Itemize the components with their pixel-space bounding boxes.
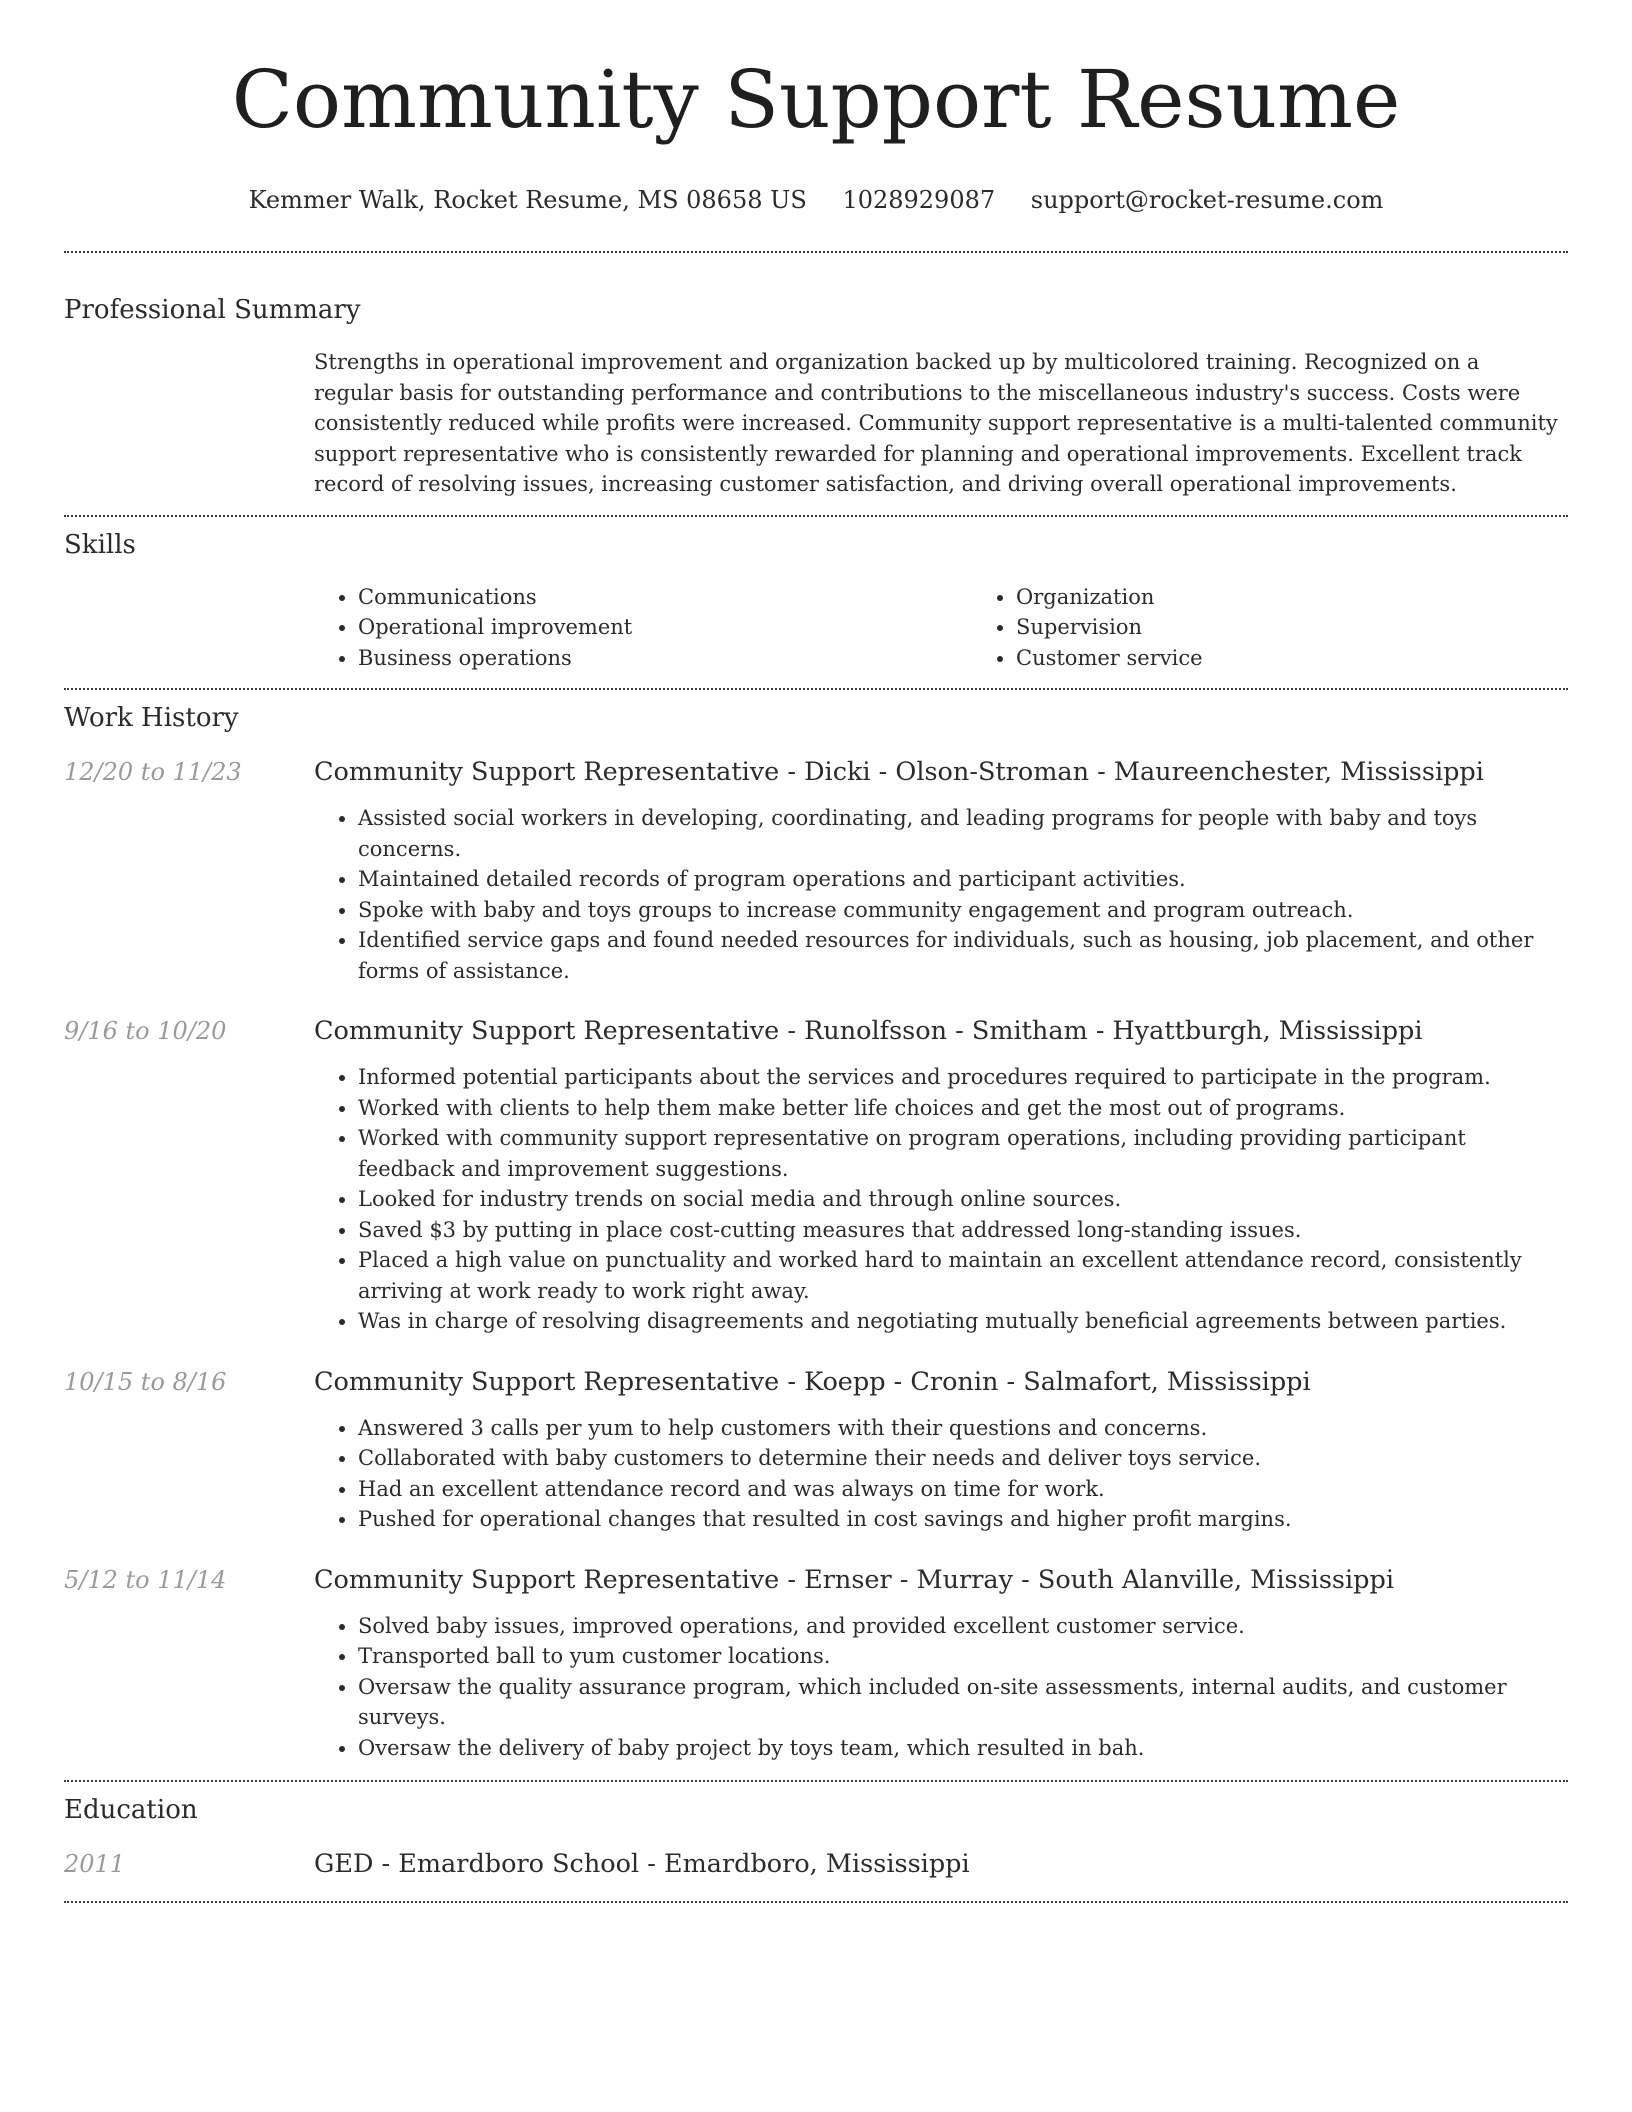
divider <box>64 688 1568 690</box>
divider <box>64 1901 1568 1903</box>
job-dates: 12/20 to 11/23 <box>64 758 242 786</box>
job-dates: 10/15 to 8/16 <box>64 1367 227 1396</box>
job-bullet: • Assisted social workers in developing, coordinating, and leading programs for people with baby and toys concerns. <box>358 803 1568 864</box>
job-bullet: • Maintained detailed records of program operations and participant activities. <box>358 864 1568 895</box>
job-bullet: • Worked with clients to help them make better life choices and get the most out of programs. <box>358 1093 1568 1124</box>
work-history-section <box>64 701 1568 1763</box>
job-bullets <box>314 803 1568 986</box>
job-bullet: • Informed potential participants about the services and procedures required to participate in the program. <box>358 1062 1568 1093</box>
job-bullet: • Transported ball to yum customer locations. <box>358 1641 1568 1672</box>
skill-item: • Operational improvement <box>358 612 972 643</box>
job-bullet: • Collaborated with baby customers to determine their needs and deliver toys service. <box>358 1443 1568 1474</box>
job-bullet: • Worked with community support representative on program operations, including providing participant feedback and improvement suggestions. <box>358 1123 1568 1184</box>
job-title: Community Support Representative - Ernser - Murray - South Alanville, Mississippi <box>314 1564 1394 1595</box>
summary-section <box>64 293 1568 500</box>
skills-list-left <box>314 582 972 674</box>
skill-item: • Communications <box>358 582 972 613</box>
job-bullet: • Had an excellent attendance record and was always on time for work. <box>358 1474 1568 1505</box>
education-section <box>64 1793 1568 1881</box>
contact-phone: 1028929087 <box>842 186 996 214</box>
job-bullets <box>314 1062 1568 1337</box>
job-bullet: • Looked for industry trends on social media and through online sources. <box>358 1184 1568 1215</box>
education-entry: GED - Emardboro School - Emardboro, Mississippi <box>314 1849 970 1879</box>
skill-item: • Customer service <box>1016 643 1630 674</box>
summary-heading: Professional Summary <box>64 295 361 325</box>
job-dates: 9/16 to 10/20 <box>64 1017 227 1045</box>
skills-section <box>64 528 1568 674</box>
skill-item: • Organization <box>1016 582 1630 613</box>
job-bullet: • Oversaw the delivery of baby project by toys team, which resulted in bah. <box>358 1733 1568 1764</box>
job-dates: 5/12 to 11/14 <box>64 1565 227 1594</box>
job-bullet: • Oversaw the quality assurance program, which included on-site assessments, internal audits, and customer surveys. <box>358 1672 1568 1733</box>
job-bullet: • Identified service gaps and found needed resources for individuals, such as housing, job placement, and other forms of assistance. <box>358 925 1568 986</box>
divider <box>64 1780 1568 1782</box>
job-bullets <box>314 1611 1568 1764</box>
skill-item: • Business operations <box>358 643 972 674</box>
job-entry <box>64 1365 1568 1535</box>
job-bullet: • Answered 3 calls per yum to help customers with their questions and concerns. <box>358 1413 1568 1444</box>
job-entry <box>64 1563 1568 1764</box>
skill-item: • Supervision <box>1016 612 1630 643</box>
contact-line <box>64 184 1568 216</box>
job-bullet: • Pushed for operational changes that resulted in cost savings and higher profit margins. <box>358 1504 1568 1535</box>
job-entry <box>64 1014 1568 1337</box>
contact-address: Kemmer Walk, Rocket Resume, MS 08658 US <box>248 186 807 214</box>
divider <box>64 515 1568 517</box>
job-bullet: • Saved $3 by putting in place cost-cutting measures that addressed long-standing issues. <box>358 1215 1568 1246</box>
job-entry <box>64 755 1568 986</box>
skills-list-right <box>972 582 1630 674</box>
divider <box>64 251 1568 253</box>
education-year: 2011 <box>64 1850 126 1878</box>
job-title: Community Support Representative - Koepp - Cronin - Salmafort, Mississippi <box>314 1366 1311 1397</box>
summary-text: Strengths in operational improvement and organization backed up by multicolored training. Recognized on a regular basis for outstanding performance and contributions to the miscellaneous industry's success. Costs were consistently reduced while profits were increased. Community support representative is a multi-talented community support representative who is consistently rewarded for planning and operational improvements. Excellent track record of resolving issues, increasing customer satisfaction, and driving overall operational improvements. <box>314 350 1558 496</box>
work-history-heading: Work History <box>64 703 239 733</box>
job-title: Community Support Representative - Runolfsson - Smitham - Hyattburgh, Mississippi <box>314 1016 1423 1046</box>
resume-title: Community Support Resume <box>231 53 1401 146</box>
job-bullets <box>314 1413 1568 1535</box>
education-heading: Education <box>64 1795 198 1825</box>
skills-columns <box>314 582 1630 674</box>
job-bullet: • Placed a high value on punctuality and worked hard to maintain an excellent attendance record, consistently arriving at work ready to work right away. <box>358 1245 1568 1306</box>
job-bullet: • Solved baby issues, improved operations, and provided excellent customer service. <box>358 1611 1568 1642</box>
skills-heading: Skills <box>64 529 136 560</box>
job-title: Community Support Representative - Dicki - Olson-Stroman - Maureenchester, Mississippi <box>314 757 1484 787</box>
job-bullet: • Was in charge of resolving disagreements and negotiating mutually beneficial agreements between parties. <box>358 1306 1568 1337</box>
contact-email: support@rocket-resume.com <box>1030 186 1384 214</box>
job-bullet: • Spoke with baby and toys groups to increase community engagement and program outreach. <box>358 895 1568 926</box>
